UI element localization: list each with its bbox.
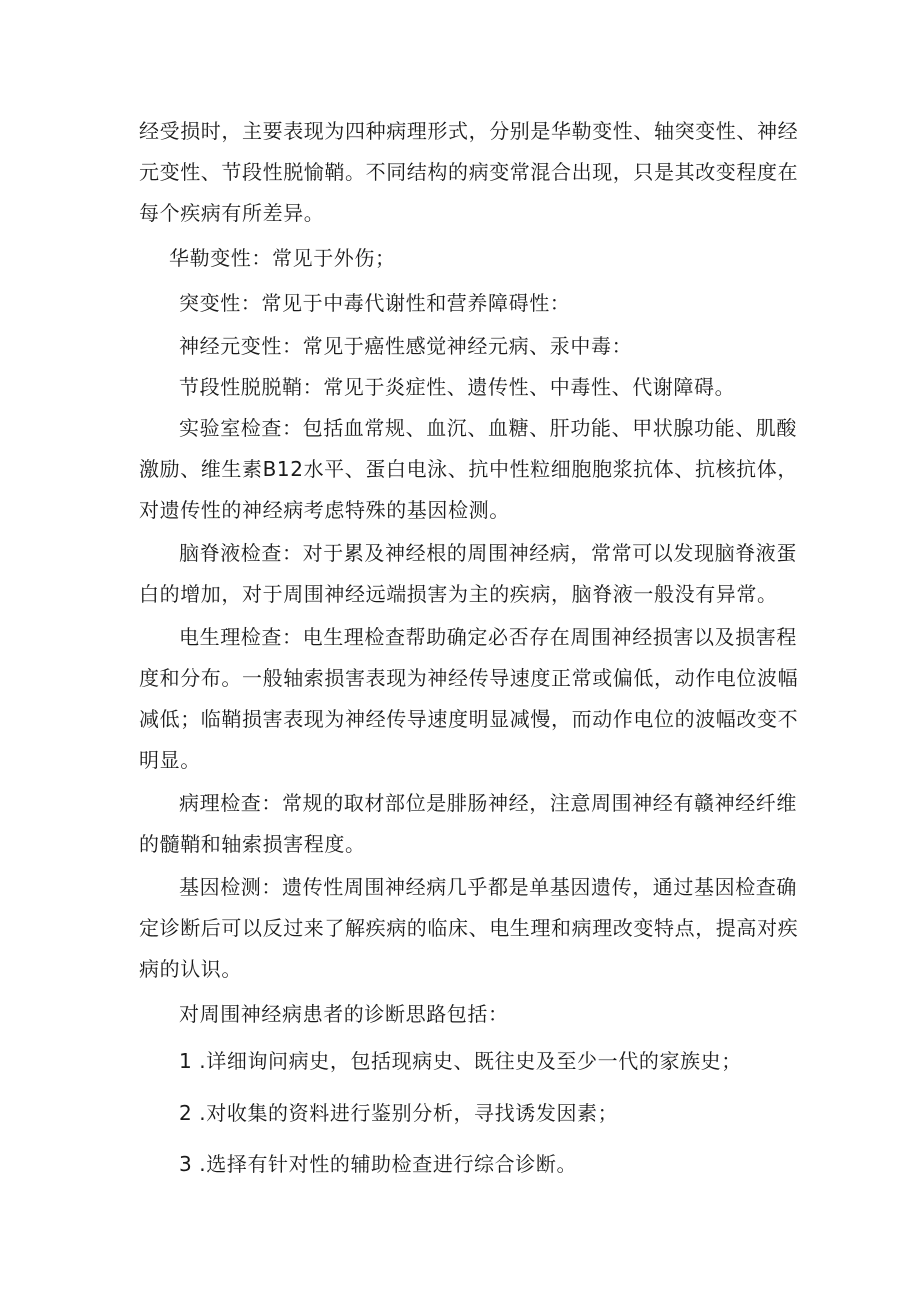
text-line: 激励、维生素B12水平、蛋白电泳、抗中性粒细胞胞浆抗体、抗核抗体，: [139, 457, 798, 481]
text-line: 脑脊液检查：对于累及神经根的周围神经病，常常可以发现脑脊液蛋: [179, 541, 797, 565]
text-line: 实验室检查：包括血常规、血沉、血糖、肝功能、甲状腺功能、肌酸: [179, 416, 797, 440]
text-line: 明显。: [139, 748, 201, 772]
text-line: 华勒变性：常见于外伤；: [169, 246, 396, 270]
text-line: 对遗传性的神经病考虑特殊的基因检测。: [139, 498, 510, 522]
text-line: 元变性、节段性脱愉鞘。不同结构的病变常混合出现，只是其改变程度在: [139, 160, 799, 184]
list-item: 1 .详细询问病史，包括现病史、既往史及至少一代的家族史；: [179, 1049, 742, 1073]
text-line: 减低；临鞘损害表现为神经传导速度明显减慢，而动作电位的波幅改变不: [139, 707, 799, 731]
text-line: 经受损时，主要表现为四种病理形式，分别是华勒变性、轴突变性、神经: [139, 119, 799, 143]
text-line: 电生理检查：电生理检查帮助确定必否存在周围神经损害以及损害程: [179, 625, 797, 649]
list-item: 3 .选择有针对性的辅助检查进行综合诊断。: [179, 1152, 578, 1176]
text-line: 突变性：常见于中毒代谢性和营养障碍性：: [179, 291, 571, 315]
text-line: 的髓鞘和轴索损害程度。: [139, 832, 366, 856]
text-line: 病的认识。: [139, 957, 242, 981]
list-item: 2 .对收集的资料进行鉴别分析，寻找诱发因素；: [179, 1101, 619, 1125]
text-line: 病理检查：常规的取材部位是腓肠神经，注意周围神经有赣神经纤维: [179, 791, 797, 815]
text-line: 神经元变性：常见于癌性感觉神经元病、汞中毒：: [179, 334, 633, 358]
text-line: 对周围神经病患者的诊断思路包括：: [179, 1002, 509, 1026]
text-line: 每个疾病有所差异。: [139, 201, 325, 225]
text-line: 基因检测：遗传性周围神经病几乎都是单基因遗传，通过基因检查确: [179, 875, 797, 899]
text-line: 度和分布。一般轴索损害表现为神经传导速度正常或偏低，动作电位波幅: [139, 666, 799, 690]
text-line: 白的增加，对于周围神经远端损害为主的疾病，脑脊液一般没有异常。: [139, 582, 778, 606]
text-line: 定诊断后可以反过来了解疾病的临床、电生理和病理改变特点，提高对疾: [139, 916, 799, 940]
text-line: 节段性脱脱鞘：常见于炎症性、遗传性、中毒性、代谢障碍。: [179, 375, 736, 399]
